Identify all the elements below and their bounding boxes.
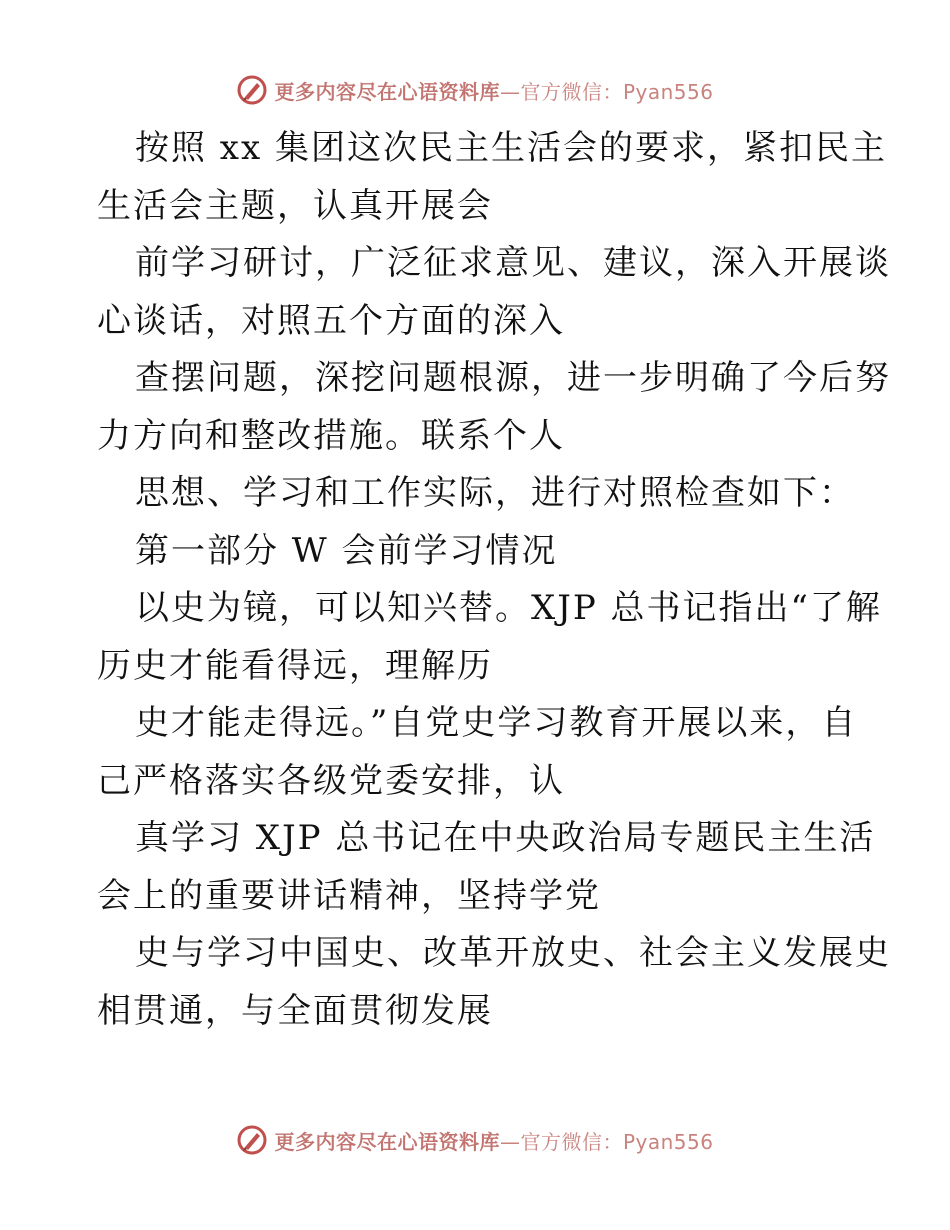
body-line-7: 思想、学习和工作实际，进行对照检查如下：	[135, 473, 855, 513]
body-line-12: 己严格落实各级党委安排，认	[97, 760, 565, 801]
header-banner-dash: —	[499, 79, 521, 104]
body-line-16: 相贯通，与全面贯彻发展	[97, 990, 493, 1031]
header-banner-main: 更多内容尽在心语资料库	[274, 79, 500, 104]
red-pen-seal-icon	[236, 1124, 268, 1156]
body-line-5: 查摆问题，深挖问题根源，进一步明确了今后努	[135, 358, 891, 398]
body-line-15: 史与学习中国史、改革开放史、社会主义发展史	[135, 933, 891, 973]
footer-banner-dash: —	[499, 1129, 521, 1154]
body-line-3: 前学习研讨，广泛征求意见、建议，深入开展谈	[135, 243, 891, 283]
body-line-2: 生活会主题，认真开展会	[97, 185, 493, 226]
body-line-4: 心谈话，对照五个方面的深入	[97, 300, 565, 341]
header-banner	[0, 70, 950, 110]
body-line-13: 真学习 XJP 总书记在中央政治局专题民主生活	[135, 818, 876, 858]
body-line-10: 历史才能看得远，理解历	[97, 645, 493, 686]
body-line-14: 会上的重要讲话精神，坚持学党	[97, 875, 601, 916]
footer-banner	[0, 1120, 950, 1160]
header-banner-text	[274, 76, 713, 105]
header-banner-sub: 官方微信：Pyan556	[520, 79, 714, 104]
footer-banner-text	[274, 1126, 713, 1155]
section-heading: 第一部分 W 会前学习情况	[135, 530, 558, 571]
body-line-1: 按照 xx 集团这次民主生活会的要求，紧扣民主	[135, 128, 887, 168]
red-pen-seal-icon	[236, 74, 268, 106]
footer-banner-sub: 官方微信：Pyan556	[520, 1129, 714, 1154]
body-line-11: 史才能走得远。”自党史学习教育开展以来，自	[135, 703, 858, 743]
document-body	[97, 120, 891, 1040]
footer-banner-main: 更多内容尽在心语资料库	[274, 1129, 500, 1154]
body-line-9: 以史为镜，可以知兴替。XJP 总书记指出“了解	[135, 588, 882, 628]
body-line-6: 力方向和整改措施。联系个人	[97, 415, 565, 456]
